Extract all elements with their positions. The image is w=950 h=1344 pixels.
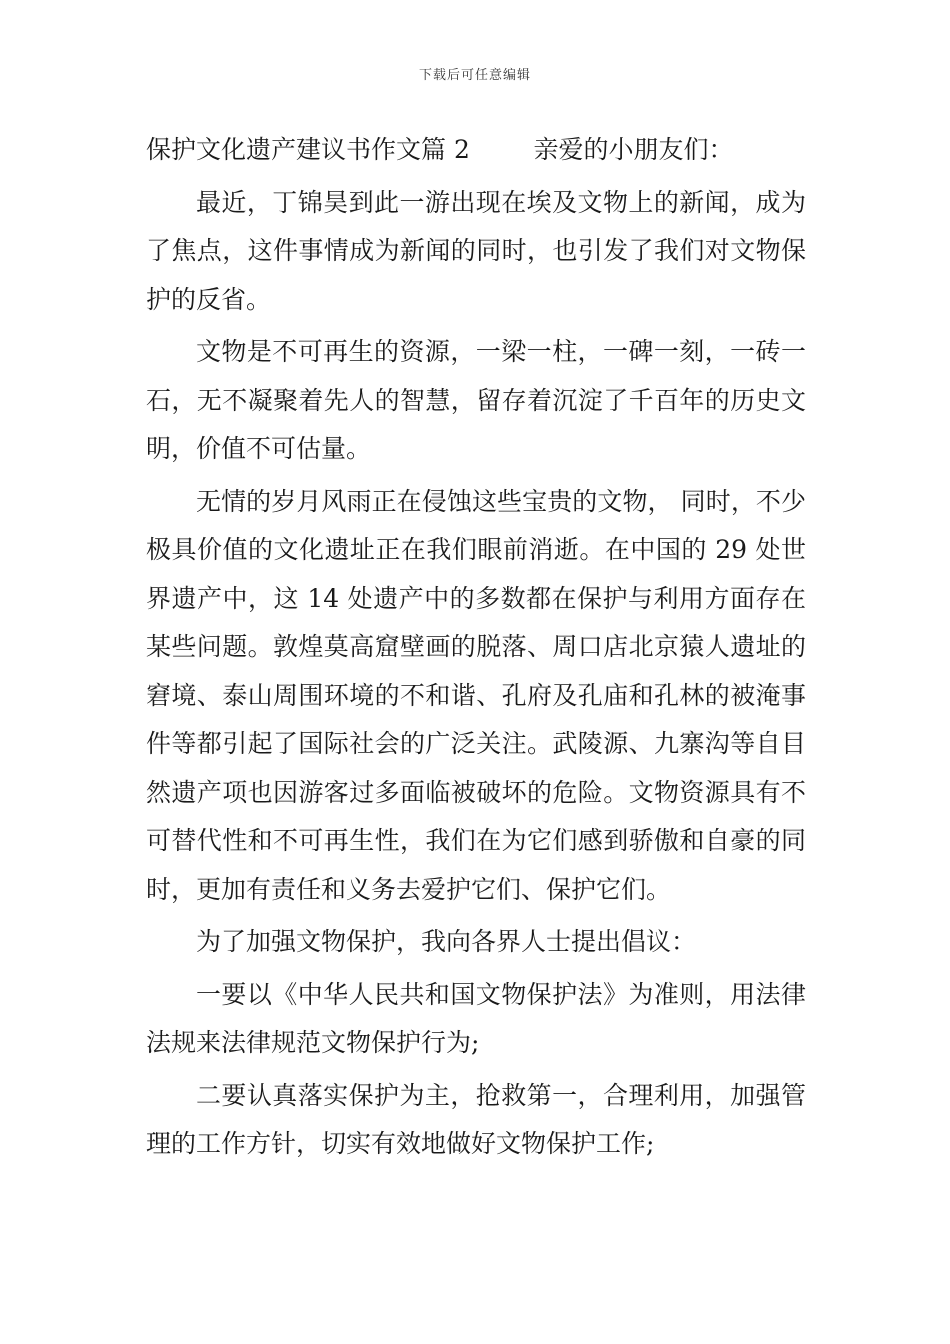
paragraph: 二要认真落实保护为主，抢救第一，合理利用，加强管理的工作方针，切实有效地做好文物保护工作; xyxy=(146,1080,806,1158)
paragraph: 一要以《中华人民共和国文物保护法》为准则，用法律法规来法律规范文物保护行为; xyxy=(146,979,806,1057)
paragraph: 为了加强文物保护，我向各界人士提出倡议： xyxy=(196,927,697,956)
paragraph: 文物是不可再生的资源，一梁一柱，一碑一刻，一砖一石，无不凝聚着先人的智慧，留存着沉淀了千百年的历史文明，价值不可估量。 xyxy=(146,337,806,463)
paragraph: 无情的岁月风雨正在侵蚀这些宝贵的文物， 同时，不少极具价值的文化遗址正在我们眼前消逝。在中国的 29 处世界遗产中，这 14 处遗产中的多数都在保护与利用方面存在某些问题。敦煌莫高窟壁画的脱落、周口店北京猿人遗址的窘境、泰山周围环境的不和谐、孔府及孔庙和孔林的被淹事件等都引起了国际社会的广泛关注。武陵源、九寨沟等自目然遗产项也因游客过多面临被破坏的危险。文物资源具有不可替代性和不可再生性，我们在为它们感到骄傲和自豪的同时，更加有责任和义务去爱护它们、保护它们。 xyxy=(146,486,806,904)
title-line xyxy=(146,126,806,175)
header-note: 下载后可任意编辑 xyxy=(418,68,531,83)
document-body xyxy=(146,126,806,1173)
document-title: 保护文化遗产建议书作文篇 2 xyxy=(146,135,470,164)
greeting: 亲爱的小朋友们： xyxy=(533,135,734,164)
paragraph: 最近，丁锦昊到此一游出现在埃及文物上的新闻，成为了焦点，这件事情成为新闻的同时，也引发了我们对文物保护的反省。 xyxy=(146,187,806,314)
